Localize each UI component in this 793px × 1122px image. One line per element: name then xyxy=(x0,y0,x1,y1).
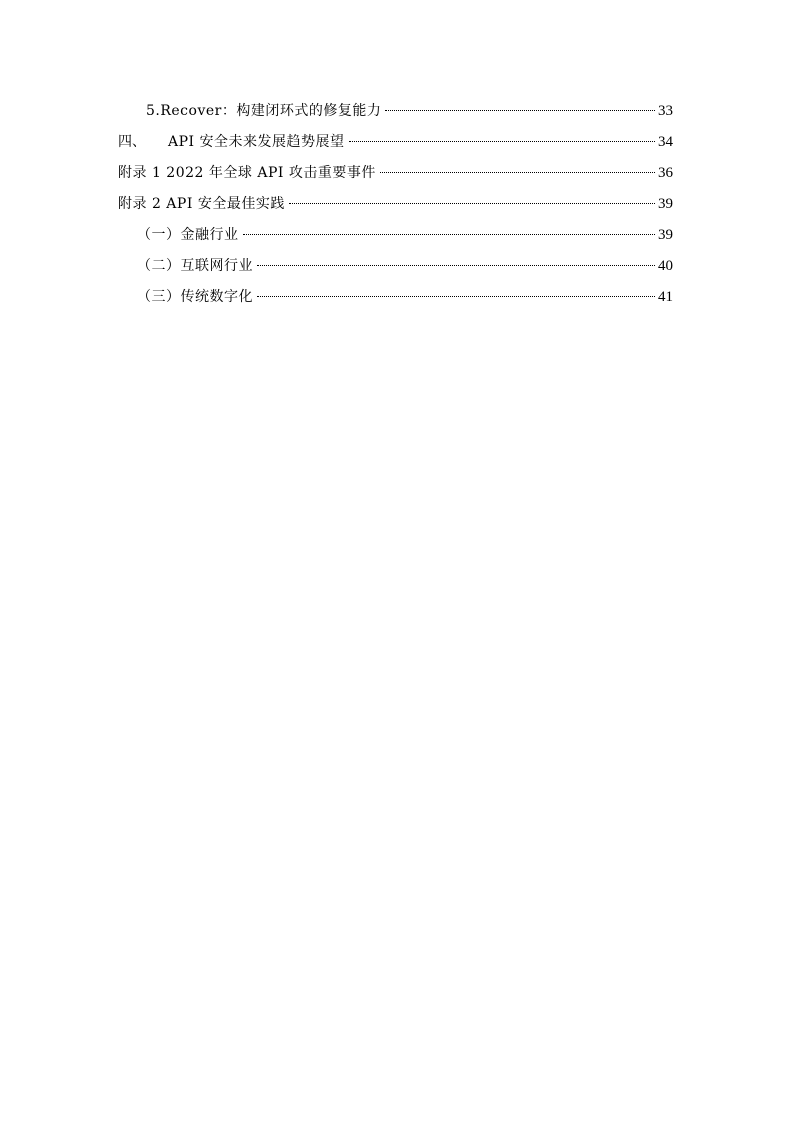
toc-entry-internet[interactable] xyxy=(137,255,673,277)
toc-dot-leader xyxy=(243,234,656,235)
toc-dot-leader xyxy=(289,203,655,204)
toc-entry-prefix: 四、 xyxy=(118,134,146,150)
toc-page-number: 36 xyxy=(658,165,673,181)
toc-page-number: 33 xyxy=(658,103,673,119)
toc-page-number: 40 xyxy=(658,258,673,274)
toc-entry-finance[interactable] xyxy=(137,224,673,246)
toc-dot-leader xyxy=(257,296,655,297)
toc-entry-title: API 安全未来发展趋势展望 xyxy=(168,134,345,150)
toc-entry-appendix-2[interactable] xyxy=(118,193,673,215)
toc-dot-leader xyxy=(380,172,655,173)
toc-dot-leader xyxy=(257,265,655,266)
toc-entry-title: 5.Recover：构建闭环式的修复能力 xyxy=(146,103,382,119)
toc-page-number: 39 xyxy=(658,227,673,243)
toc-entry-recover[interactable] xyxy=(146,100,673,122)
toc-entry-title: 附录 2 API 安全最佳实践 xyxy=(118,196,285,212)
toc-page-number: 34 xyxy=(658,134,673,150)
toc-dot-leader xyxy=(385,110,655,111)
toc-entry-title: （一）金融行业 xyxy=(137,227,239,243)
toc-entry-title: （三）传统数字化 xyxy=(137,289,253,305)
toc-entry-title: 附录 1 2022 年全球 API 攻击重要事件 xyxy=(118,165,376,181)
toc-entry-appendix-1[interactable] xyxy=(118,162,673,184)
toc-entry-traditional-digital[interactable] xyxy=(137,286,673,308)
toc-entry-section-four[interactable] xyxy=(118,131,673,153)
toc-dot-leader xyxy=(349,141,655,142)
toc-page-number: 41 xyxy=(658,289,673,305)
toc-entry-title: （二）互联网行业 xyxy=(137,258,253,274)
toc-page-number: 39 xyxy=(658,196,673,212)
